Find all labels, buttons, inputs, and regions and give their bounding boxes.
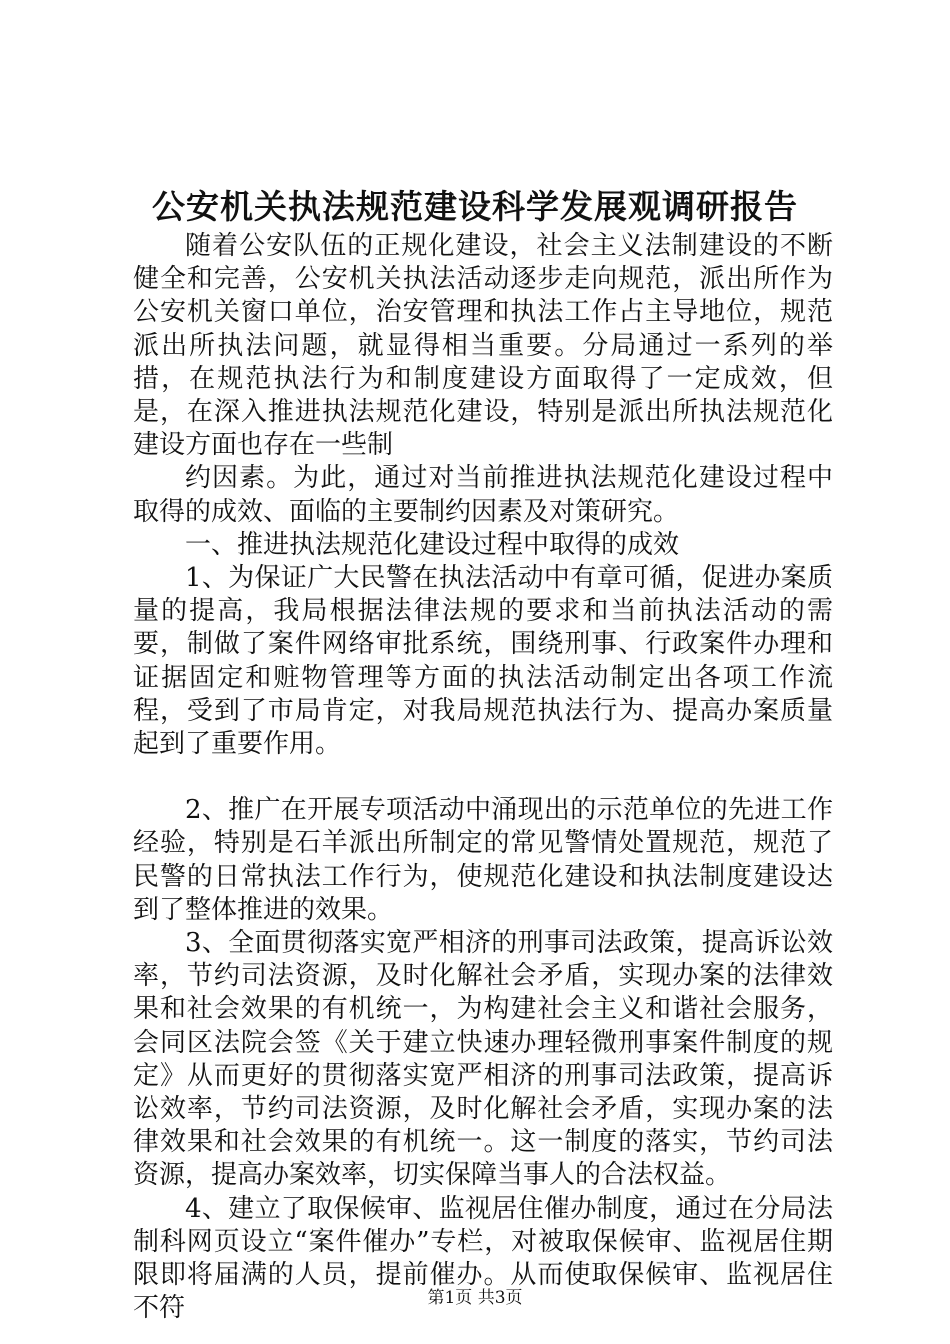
- paragraph-item-3: 3、全面贯彻落实宽严相济的刑事司法政策，提高诉讼效率，节约司法资源，及时化解社会矛盾，实现办案的法律效果和社会效果的有机统一，为构建社会主义和谐社会服务，会同区法院会签《关于建立快速办理轻微刑事案件制度的规定》从而更好的贯彻落实宽严相济的刑事司法政策，提高诉讼效率，节约司法资源，及时化解社会矛盾，实现办案的法律效果和社会效果的有机统一。这一制度的落实，节约司法资源，提高办案效率，切实保障当事人的合法权益。: [133, 928, 833, 1191]
- paragraph-gap: [133, 761, 833, 794]
- section-heading-achievements: 一、推进执法规范化建设过程中取得的成效: [185, 529, 680, 560]
- document-title: 公安机关执法规范建设科学发展观调研报告: [152, 187, 798, 226]
- page-number: 第1页 共3页: [427, 1288, 523, 1308]
- paragraph-intro-continued: 约因素。为此，通过对当前推进执法规范化建设过程中取得的成效、面临的主要制约因素及对策研究。: [133, 463, 833, 527]
- paragraph-item-4: 4、建立了取保候审、监视居住催办制度，通过在分局法制科网页设立“案件催办”专栏，对被取保候审、监视居住期限即将届满的人员，提前催办。从而使取保候审、监视居住不符: [133, 1193, 833, 1324]
- document-body: [133, 230, 833, 1326]
- paragraph-item-2: 2、推广在开展专项活动中涌现出的示范单位的先进工作经验，特别是石羊派出所制定的常见警情处置规范，规范了民警的日常执法工作行为，使规范化建设和执法制度建设达到了整体推进的效果。: [133, 795, 833, 925]
- paragraph-intro: 随着公安队伍的正规化建设，社会主义法制建设的不断健全和完善，公安机关执法活动逐步走向规范，派出所作为公安机关窗口单位，治安管理和执法工作占主导地位，规范派出所执法问题，就显得相当重要。分局通过一系列的举措，在规范执法行为和制度建设方面取得了一定成效，但是，在深入推进执法规范化建设，特别是派出所执法规范化建设方面也存在一些制: [133, 231, 833, 461]
- paragraph-item-1: 1、为保证广大民警在执法活动中有章可循，促进办案质量的提高，我局根据法律法规的要求和当前执法活动的需要，制做了案件网络审批系统，围绕刑事、行政案件办理和证据固定和赃物管理等方面的执法活动制定出各项工作流程，受到了市局肯定，对我局规范执法行为、提高办案质量起到了重要作用。: [133, 563, 833, 760]
